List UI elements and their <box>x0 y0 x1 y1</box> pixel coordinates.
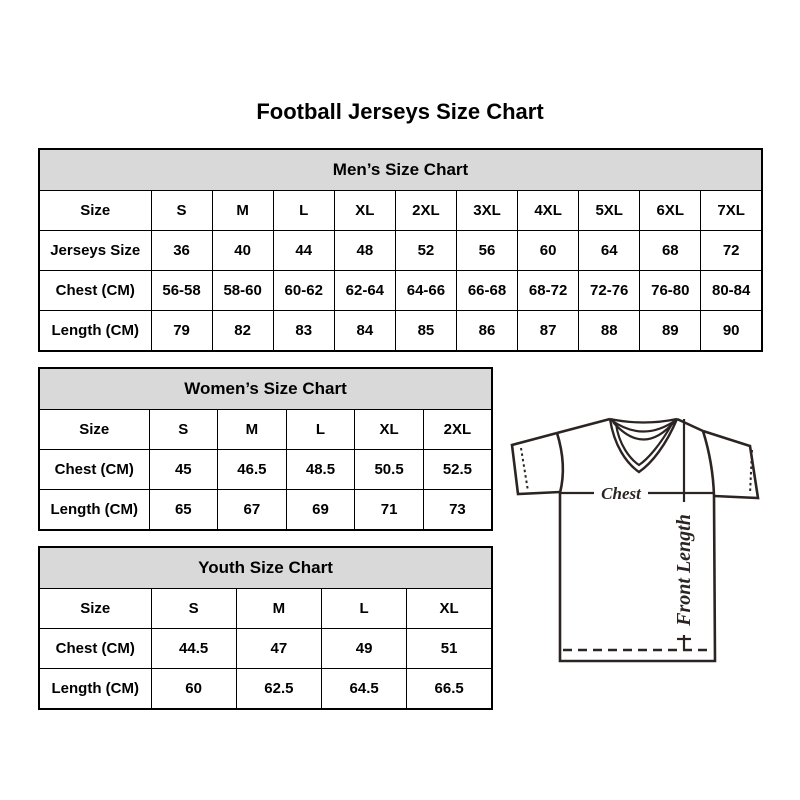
size-cell: 7XL <box>701 191 762 231</box>
jersey-right-armhole-curve <box>703 431 714 496</box>
row-label: Chest (CM) <box>39 450 149 490</box>
jersey-left-armhole-curve <box>557 433 563 493</box>
row-label: Size <box>39 191 151 231</box>
jersey-left-cuff-dashed-line <box>521 448 528 491</box>
size-cell: M <box>212 191 273 231</box>
size-cell: S <box>151 191 212 231</box>
size-cell: 36 <box>151 231 212 271</box>
table-row <box>39 450 492 490</box>
size-cell: 47 <box>236 629 321 669</box>
size-cell: XL <box>334 191 395 231</box>
size-cell: 3XL <box>456 191 517 231</box>
row-label: Jerseys Size <box>39 231 151 271</box>
jersey-collar-top-arc <box>610 419 677 423</box>
table-title: Men’s Size Chart <box>39 149 762 191</box>
size-cell: 2XL <box>423 410 492 450</box>
row-label: Size <box>39 410 149 450</box>
youth-size-table <box>38 546 493 710</box>
size-cell: 40 <box>212 231 273 271</box>
size-cell: 73 <box>423 490 492 531</box>
table-row <box>39 410 492 450</box>
row-label: Length (CM) <box>39 311 151 352</box>
size-cell: 71 <box>355 490 424 531</box>
size-cell: 90 <box>701 311 762 352</box>
size-cell: 48.5 <box>286 450 355 490</box>
size-cell: 52.5 <box>423 450 492 490</box>
size-cell: 83 <box>273 311 334 352</box>
table-row <box>39 589 492 629</box>
size-cell: XL <box>355 410 424 450</box>
size-cell: 44 <box>273 231 334 271</box>
size-cell: 80-84 <box>701 271 762 311</box>
size-cell: XL <box>407 589 492 629</box>
front-length-label: Front Length <box>673 514 695 626</box>
size-cell: 4XL <box>518 191 579 231</box>
jersey-left-shoulder-line <box>557 419 610 433</box>
size-cell: 88 <box>579 311 640 352</box>
size-cell: 58-60 <box>212 271 273 311</box>
jersey-right-shoulder-line <box>677 419 703 431</box>
size-cell: 66.5 <box>407 669 492 710</box>
jersey-right-cuff-dashed-line <box>750 450 752 494</box>
table-title-row <box>39 547 492 589</box>
size-cell: 65 <box>149 490 218 531</box>
size-cell: 50.5 <box>355 450 424 490</box>
row-label: Size <box>39 589 151 629</box>
size-cell: 52 <box>395 231 456 271</box>
size-cell: 46.5 <box>218 450 287 490</box>
mens-size-table <box>38 148 763 352</box>
size-cell: L <box>286 410 355 450</box>
row-label: Chest (CM) <box>39 271 151 311</box>
size-cell: 72-76 <box>579 271 640 311</box>
size-cell: 72 <box>701 231 762 271</box>
size-cell: M <box>236 589 321 629</box>
table-row <box>39 669 492 710</box>
size-cell: 79 <box>151 311 212 352</box>
size-cell: L <box>273 191 334 231</box>
jersey-vneck-outer <box>610 419 677 472</box>
table-row <box>39 231 762 271</box>
table-row <box>39 271 762 311</box>
size-cell: 67 <box>218 490 287 531</box>
table-row <box>39 490 492 531</box>
size-cell: 60 <box>151 669 236 710</box>
jersey-left-sleeve-outline <box>512 433 560 494</box>
size-cell: 2XL <box>395 191 456 231</box>
size-cell: M <box>218 410 287 450</box>
table-row <box>39 311 762 352</box>
table-row <box>39 629 492 669</box>
chest-label: Chest <box>601 484 641 503</box>
size-cell: 64-66 <box>395 271 456 311</box>
size-cell: L <box>322 589 407 629</box>
size-cell: 68 <box>640 231 701 271</box>
table-row <box>39 191 762 231</box>
womens-size-table <box>38 367 493 531</box>
size-cell: 87 <box>518 311 579 352</box>
size-cell: 82 <box>212 311 273 352</box>
row-label: Chest (CM) <box>39 629 151 669</box>
size-cell: 49 <box>322 629 407 669</box>
size-cell: 60 <box>518 231 579 271</box>
size-cell: 51 <box>407 629 492 669</box>
size-cell: 68-72 <box>518 271 579 311</box>
size-cell: 45 <box>149 450 218 490</box>
table-title: Youth Size Chart <box>39 547 492 589</box>
size-cell: 62-64 <box>334 271 395 311</box>
jersey-measurement-diagram <box>500 403 790 693</box>
table-title: Women’s Size Chart <box>39 368 492 410</box>
size-cell: 86 <box>456 311 517 352</box>
row-label: Length (CM) <box>39 669 151 710</box>
size-cell: 66-68 <box>456 271 517 311</box>
size-cell: 64 <box>579 231 640 271</box>
table-title-row <box>39 149 762 191</box>
size-cell: 69 <box>286 490 355 531</box>
size-cell: S <box>151 589 236 629</box>
size-cell: 48 <box>334 231 395 271</box>
size-cell: 89 <box>640 311 701 352</box>
size-cell: 62.5 <box>236 669 321 710</box>
size-cell: 60-62 <box>273 271 334 311</box>
row-label: Length (CM) <box>39 490 149 531</box>
size-cell: 5XL <box>579 191 640 231</box>
size-cell: 6XL <box>640 191 701 231</box>
size-cell: 56 <box>456 231 517 271</box>
size-cell: 64.5 <box>322 669 407 710</box>
size-cell: 85 <box>395 311 456 352</box>
size-cell: 44.5 <box>151 629 236 669</box>
size-cell: 76-80 <box>640 271 701 311</box>
table-title-row <box>39 368 492 410</box>
size-cell: 56-58 <box>151 271 212 311</box>
size-cell: 84 <box>334 311 395 352</box>
size-cell: S <box>149 410 218 450</box>
page-title: Football Jerseys Size Chart <box>256 99 544 124</box>
